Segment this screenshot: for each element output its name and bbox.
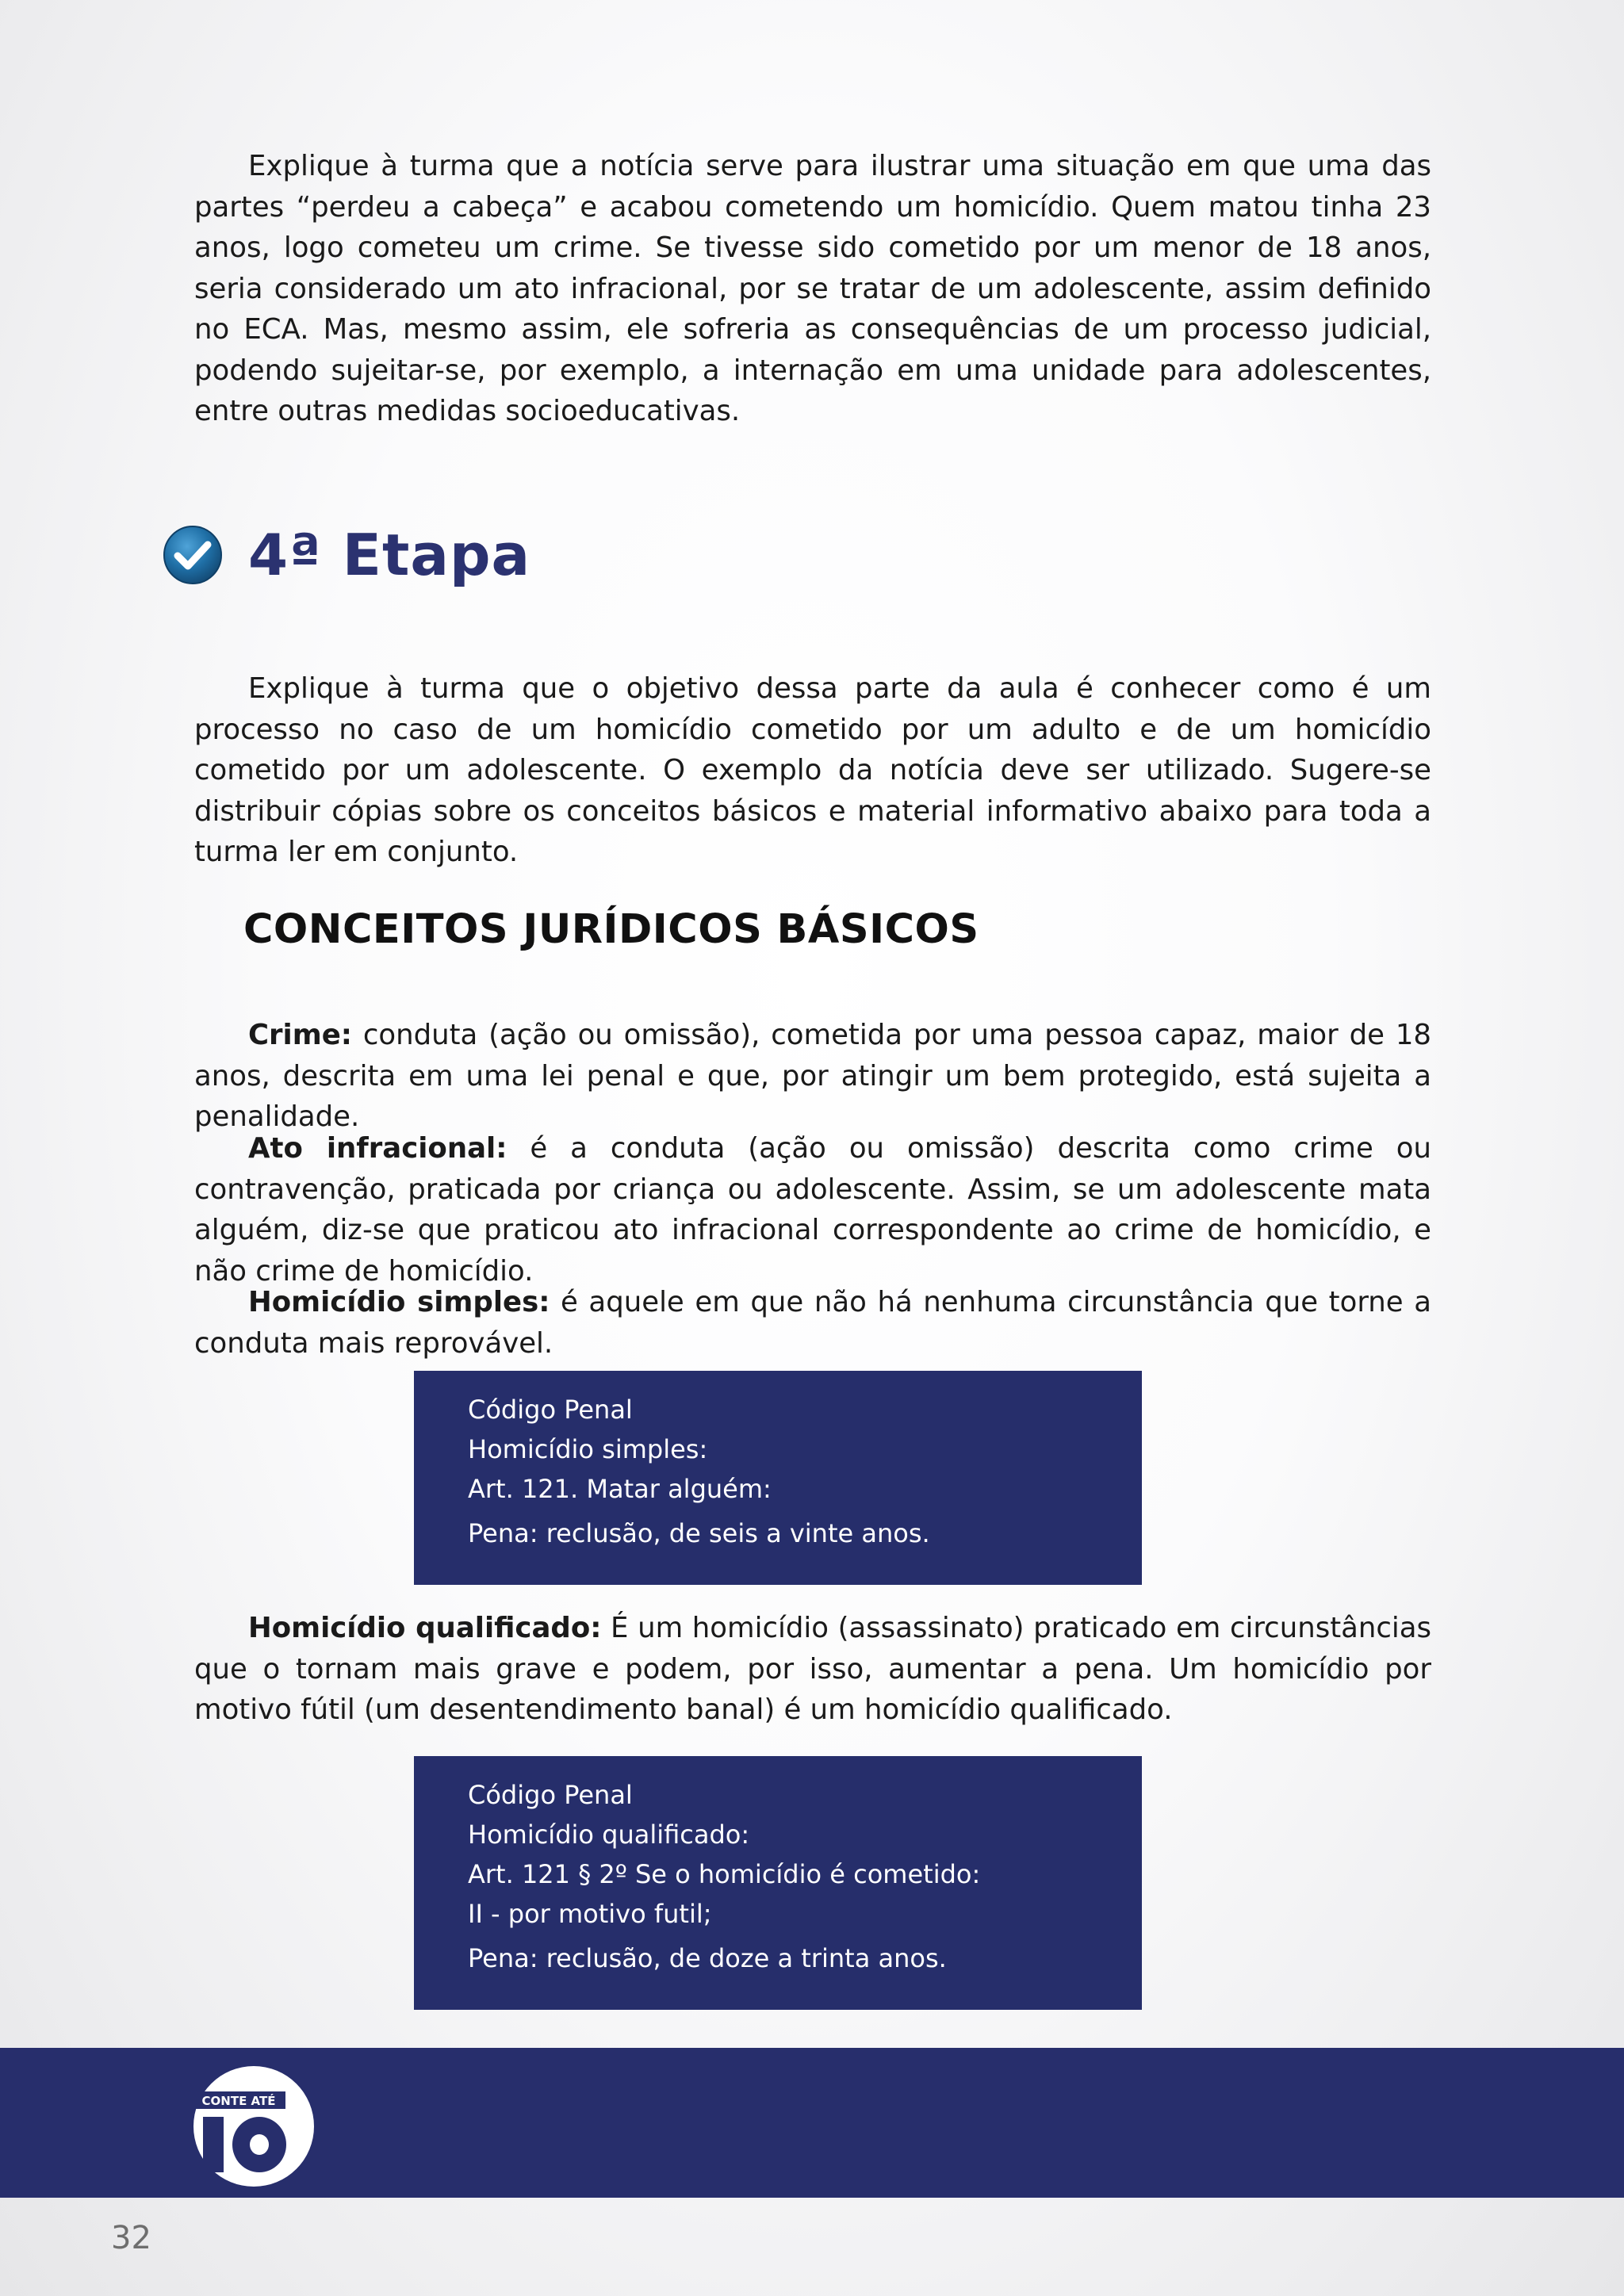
page-number: 32 (111, 2220, 151, 2256)
definition-text: é a conduta (ação ou omissão) descrita como crime ou contravenção, praticada por criança ou adolescente. Assim, se um adolescente mata alguém, diz-se que praticou ato infracional correspondente ao crime de homicídio, e não crime de homicídio. (194, 1132, 1431, 1288)
conte-ate-10-logo (192, 2064, 316, 2188)
definition-text: conduta (ação ou omissão), cometida por uma pessoa capaz, maior de 18 anos, descrita em uma lei penal e que, por atingir um bem protegido, está sujeita a penalidade. (194, 1019, 1431, 1133)
code-box-line: II - por motivo futil; (468, 1899, 712, 1929)
definition-crime (194, 1015, 1431, 1138)
definition-ato-infracional (194, 1128, 1431, 1292)
definition-term: Homicídio simples: (248, 1286, 550, 1318)
code-box-penalty: Pena: reclusão, de seis a vinte anos. (468, 1518, 930, 1548)
code-box-line: Código Penal (468, 1395, 633, 1425)
definition-term: Homicídio qualificado: (248, 1612, 602, 1644)
intro-paragraph: Explique à turma que a notícia serve para ilustrar uma situação em que uma das partes “perdeu a cabeça” e acabou cometendo um homicídio. Quem matou tinha 23 anos, logo cometeu um crime. Se tivesse sido cometido por um menor de 18 anos, seria considerado um ato infracional, por se tratar de um adolescente, assim definido no ECA. Mas, mesmo assim, ele sofreria as consequências de um processo judicial, podendo sujeitar-se, por exemplo, a internação em uma unidade para adolescentes, entre outras medidas socioeducativas. (194, 150, 1431, 427)
code-box-line: Homicídio qualificado: (468, 1820, 750, 1850)
stage-paragraph: Explique à turma que o objetivo dessa parte da aula é conhecer como é um processo no caso de um homicídio cometido por um adulto e de um homicídio cometido por um adolescente. O exemplo da notícia deve ser utilizado. Sugere-se distribuir cópias sobre os conceitos básicos e material informativo abaixo para toda a turma ler em conjunto. (194, 672, 1431, 868)
code-box-line: Código Penal (468, 1780, 633, 1810)
stage-heading (163, 517, 530, 593)
code-box-line: Homicídio simples: (468, 1434, 708, 1464)
code-box-qualificado (414, 1756, 1142, 2010)
logo-text: CONTE ATÉ (201, 2094, 276, 2108)
code-box-line: Art. 121 § 2º Se o homicídio é cometido: (468, 1859, 981, 1889)
definition-term: Crime: (248, 1019, 352, 1051)
code-box-line: Art. 121. Matar alguém: (468, 1474, 772, 1504)
definition-homicidio-qualificado (194, 1608, 1431, 1731)
definition-text: É um homicídio (assassinato) praticado em circunstâncias que o tornam mais grave e podem, por isso, aumentar a pena. Um homicídio por motivo fútil (um desentendimento banal) é um homicídio qualificado. (194, 1612, 1431, 1726)
code-box-penalty: Pena: reclusão, de doze a trinta anos. (468, 1943, 947, 1973)
stage-title: 4ª Etapa (248, 522, 531, 588)
code-box-simples (414, 1371, 1142, 1585)
definition-text: é aquele em que não há nenhuma circunstância que torne a conduta mais reprovável. (194, 1286, 1431, 1360)
check-circle-icon (163, 525, 223, 585)
definition-term: Ato infracional: (248, 1132, 508, 1165)
section-title: CONCEITOS JURÍDICOS BÁSICOS (243, 906, 979, 953)
definition-homicidio-simples (194, 1282, 1431, 1364)
